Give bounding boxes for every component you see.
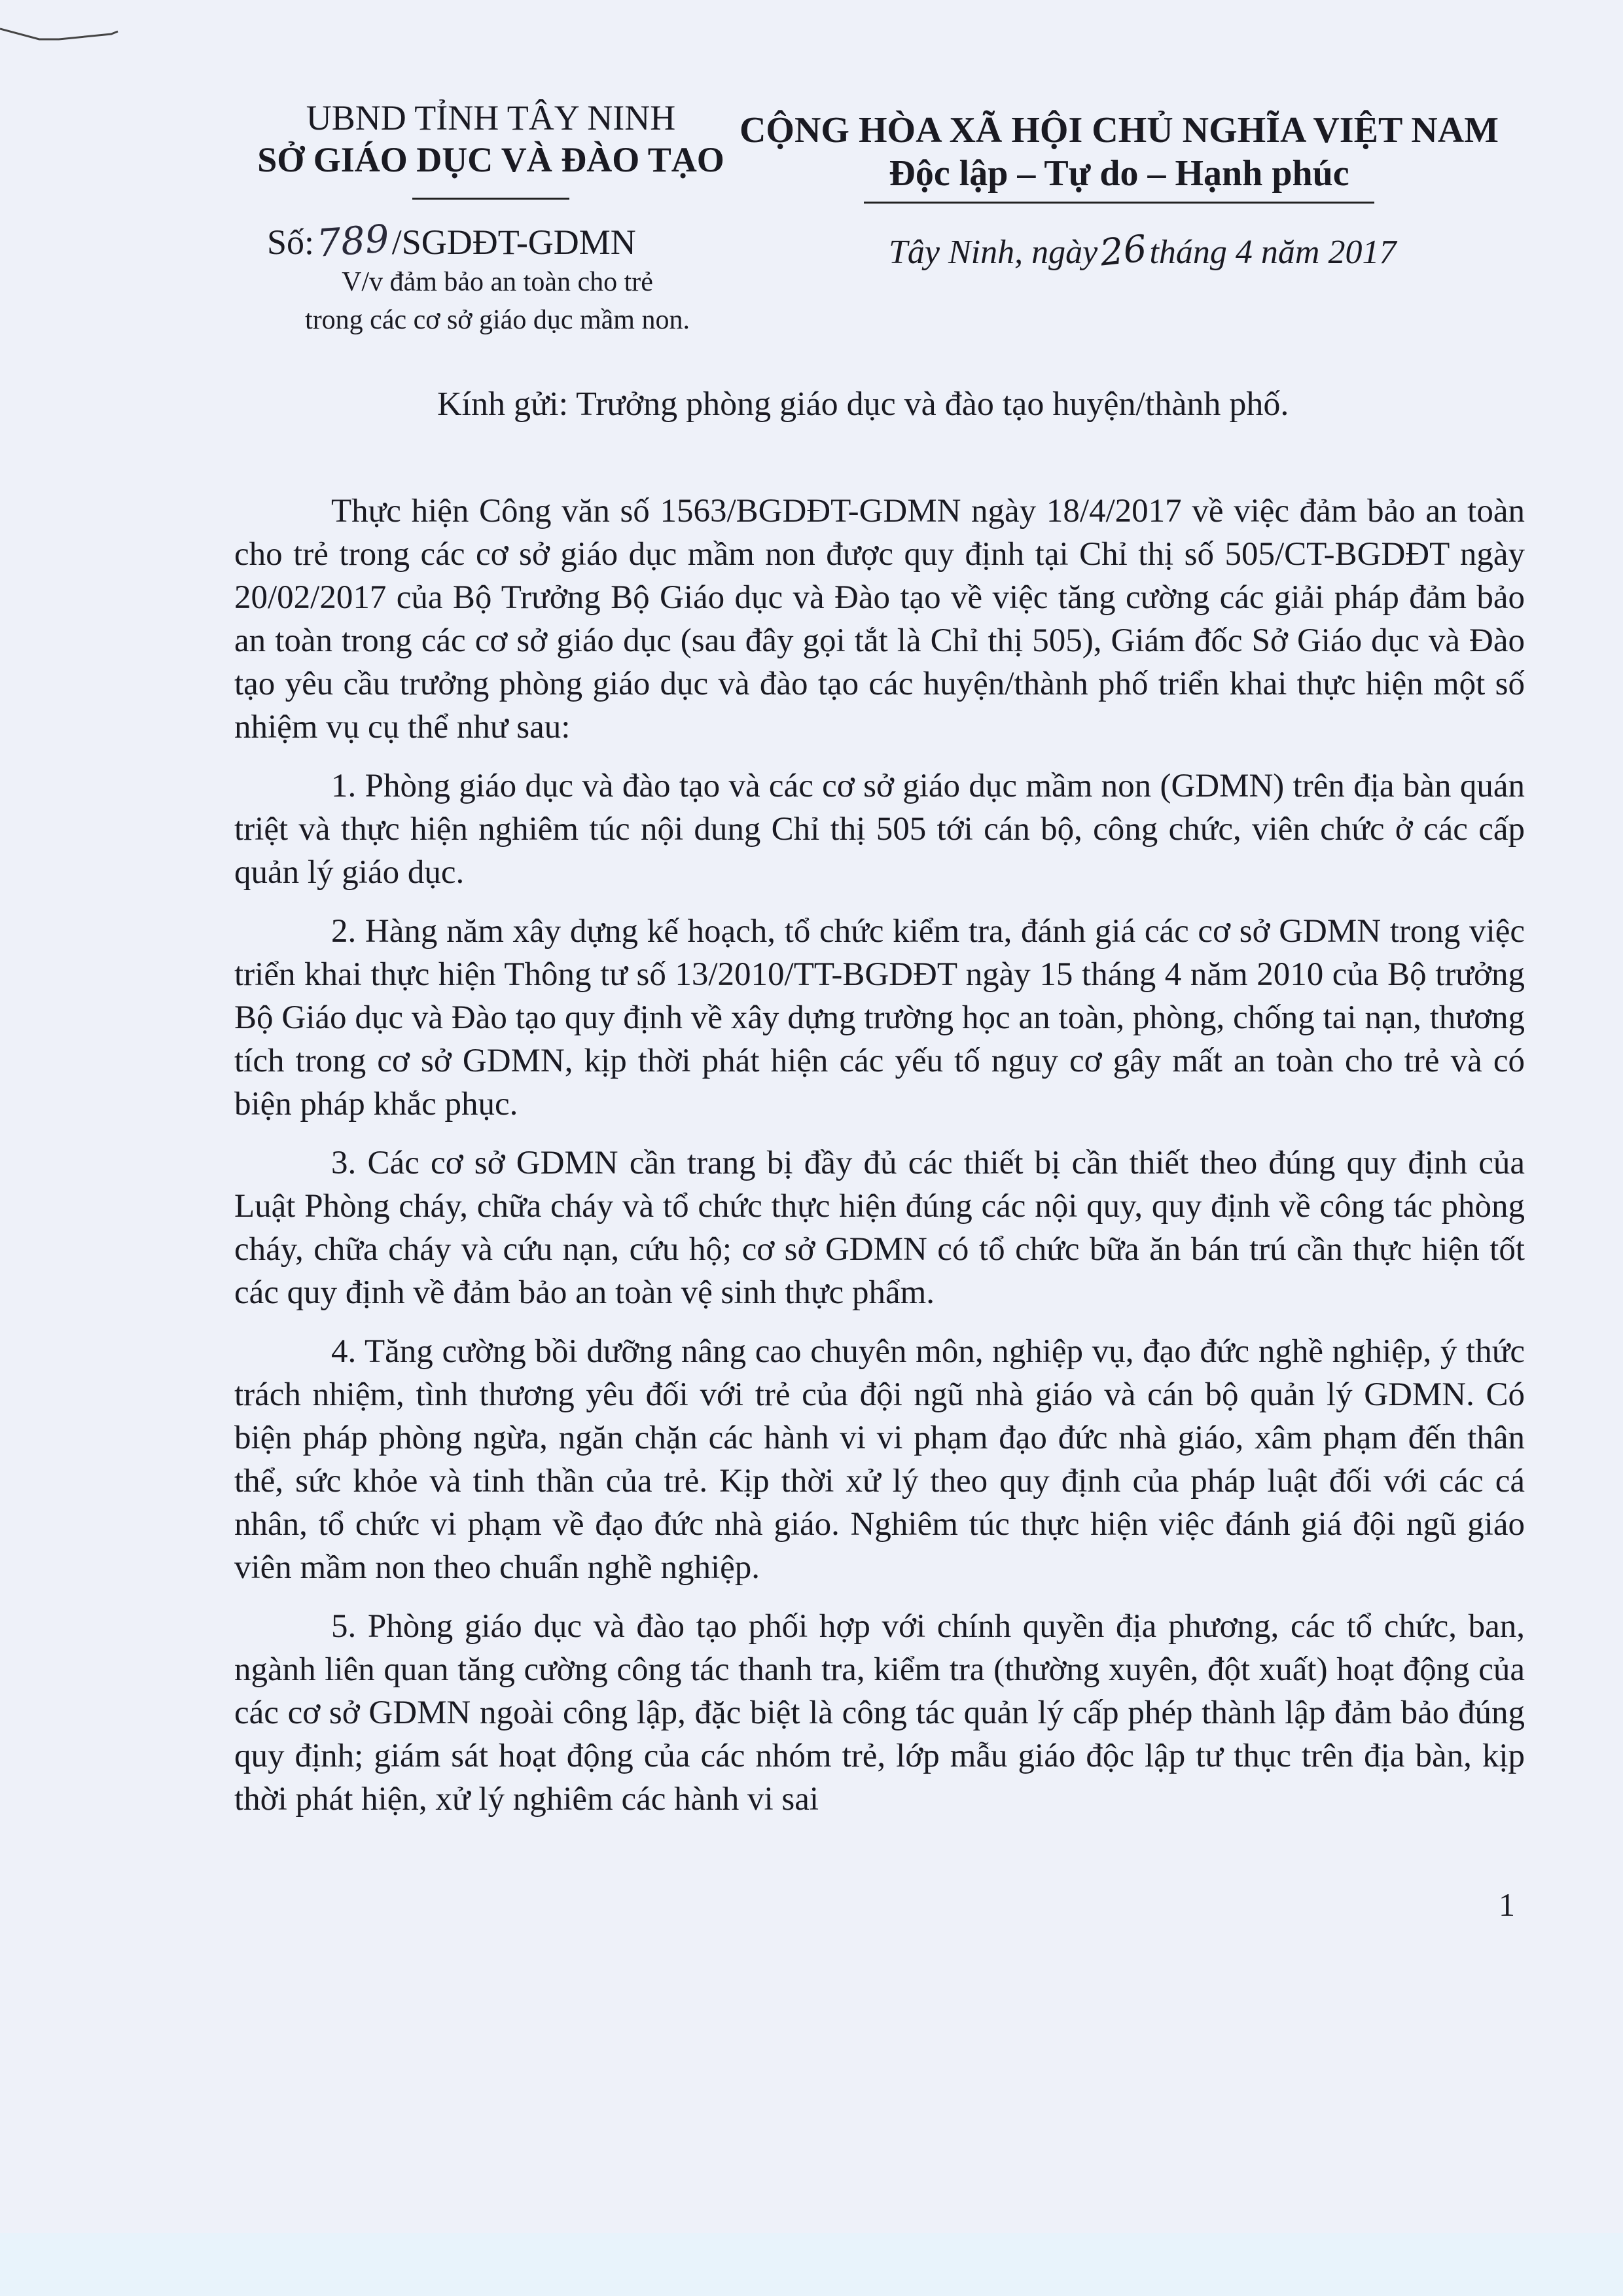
- handwritten-doc-number: 789: [315, 216, 391, 266]
- paragraph-item-4: 4. Tăng cường bồi dưỡng nâng cao chuyên môn, nghiệp vụ, đạo đức nghề nghiệp, ý thức trách nhiệm, tình thương yêu đối với trẻ của đội ngũ nhà giáo và cán bộ quản lý GDMN. Có biện pháp phòng ngừa, ngăn chặn các hành vi vi phạm đạo đức nhà giáo, xâm phạm đến thân thể, sức khỏe và tinh thần của trẻ. Kịp thời xử lý theo quy định của pháp luật đối với các cá nhân, tổ chức vi phạm về đạo đức nhà giáo. Nghiêm túc thực hiện việc đánh giá đội ngũ giáo viên mầm non theo chuẩn nghề nghiệp.: [234, 1333, 1525, 1586]
- place-and-date: [889, 227, 1397, 275]
- national-motto-header: [726, 109, 1512, 204]
- page-number: 1: [1499, 1886, 1515, 1923]
- province-committee: UBND TỈNH TÂY NINH: [306, 98, 676, 137]
- salutation: Kính gửi: Trưởng phòng giáo dục và đào tạo huyện/thành phố.: [437, 386, 1289, 423]
- national-motto: Độc lập – Tự do – Hạnh phúc: [889, 153, 1349, 194]
- header-left-underline: [412, 198, 569, 200]
- scan-bottom-band: [0, 2233, 1623, 2296]
- paragraph-intro: Thực hiện Công văn số 1563/BGDĐT-GDMN ngày 18/4/2017 về việc đảm bảo an toàn cho trẻ trong các cơ sở giáo dục mầm non được quy định tại Chỉ thị số 505/CT-BGDĐT ngày 20/02/2017 của Bộ Trưởng Bộ Giáo dục và Đào tạo về việc tăng cường các giải pháp đảm bảo an toàn trong các cơ sở giáo dục (sau đây gọi tắt là Chỉ thị 505), Giám đốc Sở Giáo dục và Đào tạo yêu cầu trưởng phòng giáo dục và đào tạo các huyện/thành phố triển khai thực hiện một số nhiệm vụ cụ thể như sau:: [234, 493, 1525, 745]
- paragraph-item-1: 1. Phòng giáo dục và đào tạo và các cơ sở giáo dục mầm non (GDMN) trên địa bàn quán triệt và thực hiện nghiêm túc nội dung Chỉ thị 505 tới cán bộ, công chức, viên chức ở các cấp quản lý giáo dục.: [234, 768, 1525, 891]
- date-suffix: tháng 4 năm 2017: [1149, 234, 1397, 271]
- document-subject: [249, 263, 746, 339]
- date-prefix: Tây Ninh, ngày: [889, 234, 1098, 271]
- header-right-underline: [864, 202, 1374, 204]
- doc-number-prefix: Số:: [267, 223, 315, 262]
- subject-line-2: trong các cơ sở giáo dục mầm non.: [305, 305, 690, 335]
- handwritten-day: 26: [1097, 227, 1149, 275]
- paragraph-item-3: 3. Các cơ sở GDMN cần trang bị đầy đủ các thiết bị cần thiết theo đúng quy định của Luật Phòng cháy, chữa cháy và tổ chức thực hiện đúng các nội quy, quy định về công tác phòng cháy, chữa cháy và cứu nạn, cứu hộ; cơ sở GDMN có tổ chức bữa ăn bán trú cần thực hiện tốt các quy định về đảm bảo an toàn vệ sinh thực phẩm.: [234, 1145, 1525, 1311]
- paragraph-item-5: 5. Phòng giáo dục và đào tạo phối hợp với chính quyền địa phương, các tổ chức, ban, ngành liên quan tăng cường công tác thanh tra, kiểm tra (thường xuyên, đột xuất) hoạt động của các cơ sở GDMN ngoài công lập, đặc biệt là công tác quản lý cấp phép thành lập đảm bảo đúng quy định; giám sát hoạt động của các nhóm trẻ, lớp mẫu giáo độc lập tư thục trên địa bàn, kịp thời phát hiện, xử lý nghiêm các hành vi sai: [234, 1608, 1525, 1818]
- department-name: SỞ GIÁO DỤC VÀ ĐÀO TẠO: [257, 140, 724, 179]
- scan-artifact-mark: [0, 25, 131, 45]
- country-name: CỘNG HÒA XÃ HỘI CHỦ NGHĨA VIỆT NAM: [739, 110, 1499, 151]
- doc-number-suffix: /SGDĐT-GDMN: [391, 223, 636, 262]
- subject-line-1: V/v đảm bảo an toàn cho trẻ: [342, 267, 653, 297]
- paragraph-item-2: 2. Hàng năm xây dựng kế hoạch, tổ chức kiểm tra, đánh giá các cơ sở GDMN trong việc triển khai thực hiện Thông tư số 13/2010/TT-BGDĐT ngày 15 tháng 4 năm 2010 của Bộ trưởng Bộ Giáo dục và Đào tạo quy định về xây dựng trường học an toàn, phòng, chống tai nạn, thương tích trong cơ sở GDMN, kịp thời phát hiện các yếu tố nguy cơ gây mất an toàn cho trẻ và có biện pháp khắc phục.: [234, 913, 1525, 1122]
- document-number: [267, 216, 636, 266]
- issuing-agency-header: [229, 97, 753, 200]
- document-body: [234, 490, 1525, 1837]
